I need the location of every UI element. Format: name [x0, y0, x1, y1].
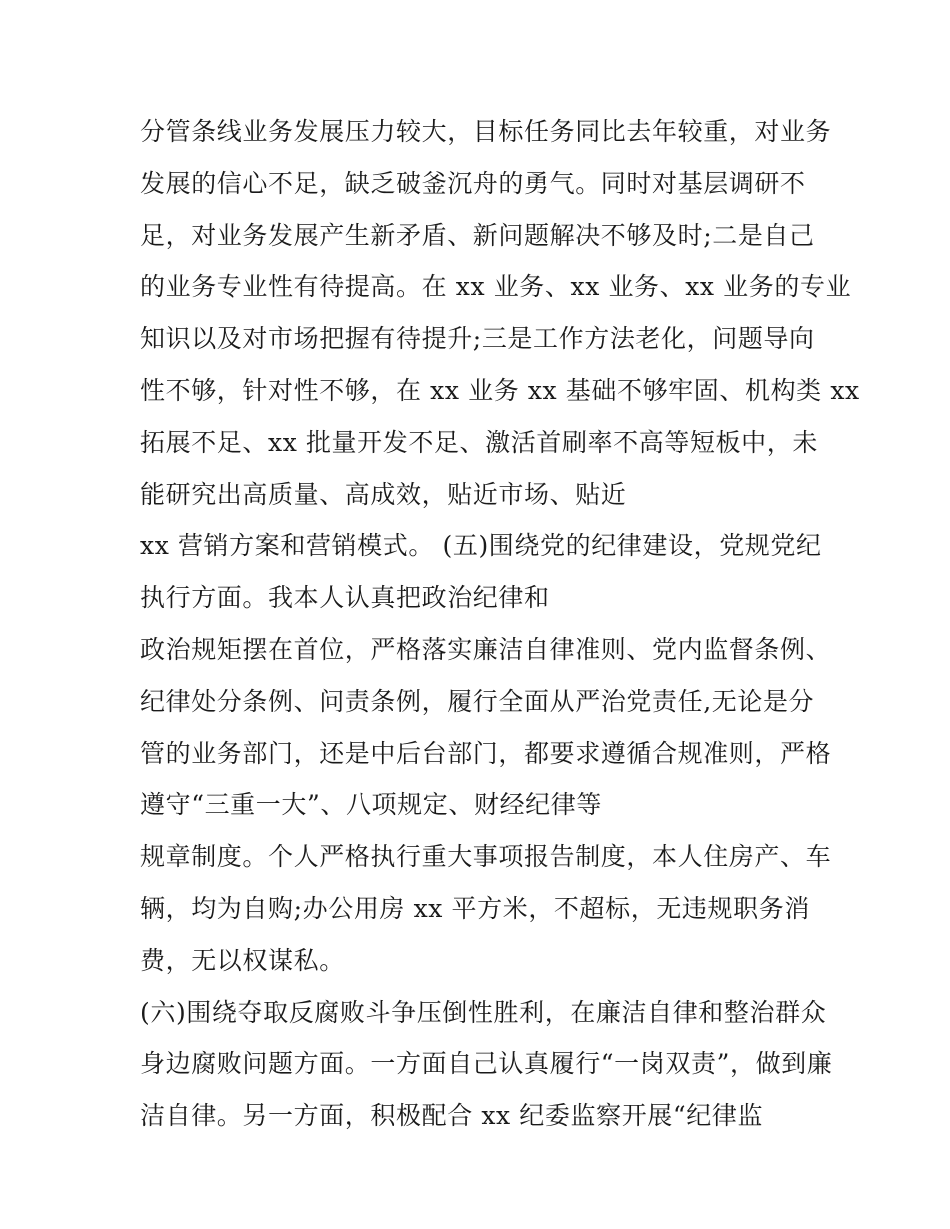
text-line: 政治规矩摆在首位，严格落实廉洁自律准则、党内监督条例、: [140, 634, 832, 664]
text-line: 发展的信心不足，缺乏破釜沉舟的勇气。同时对基层调研不: [140, 168, 806, 198]
text-line: 规章制度。个人严格执行重大事项报告制度，本人住房产、车: [140, 842, 832, 872]
text-line: xx 营销方案和营销模式。 (五)围绕党的纪律建设，党规党纪: [140, 531, 822, 561]
text-line: (六)围绕夺取反腐败斗争压倒性胜利，在廉洁自律和整治群众: [140, 997, 827, 1027]
text-line: 拓展不足、xx 批量开发不足、激活首刷率不高等短板中，未: [140, 427, 818, 457]
text-line: 性不够，针对性不够，在 xx 业务 xx 基础不够牢固、机构类 xx: [140, 375, 860, 405]
text-line: 纪律处分条例、问责条例，履行全面从严治党责任,无论是分: [140, 686, 815, 716]
text-line: 分管条线业务发展压力较大，目标任务同比去年较重，对业务: [140, 117, 832, 146]
text-line: 执行方面。我本人认真把政治纪律和: [140, 583, 550, 613]
text-line: 费，无以权谋私。: [140, 945, 345, 975]
text-line: 管的业务部门，还是中后台部门，都要求遵循合规准则，严格: [140, 738, 832, 768]
text-line: 足，对业务发展产生新矛盾、新问题解决不够及时;二是自己: [140, 220, 815, 250]
text-line: 知识以及对市场把握有待提升;三是工作方法老化，问题导向: [140, 324, 815, 354]
text-line: 身边腐败问题方面。一方面自己认真履行“一岗双责”，做到廉: [140, 1049, 833, 1079]
document-body: [140, 106, 860, 1142]
text-line: 的业务专业性有待提高。在 xx 业务、xx 业务、xx 业务的专业: [140, 272, 852, 302]
text-line: 遵守“三重一大”、八项规定、财经纪律等: [140, 790, 602, 820]
text-line: 能研究出高质量、高成效，贴近市场、贴近: [140, 479, 627, 509]
text-line: 洁自律。另一方面，积极配合 xx 纪委监察开展“纪律监: [140, 1101, 764, 1131]
text-line: 辆，均为自购;办公用房 xx 平方米，不超标，无违规职务消: [140, 893, 810, 923]
